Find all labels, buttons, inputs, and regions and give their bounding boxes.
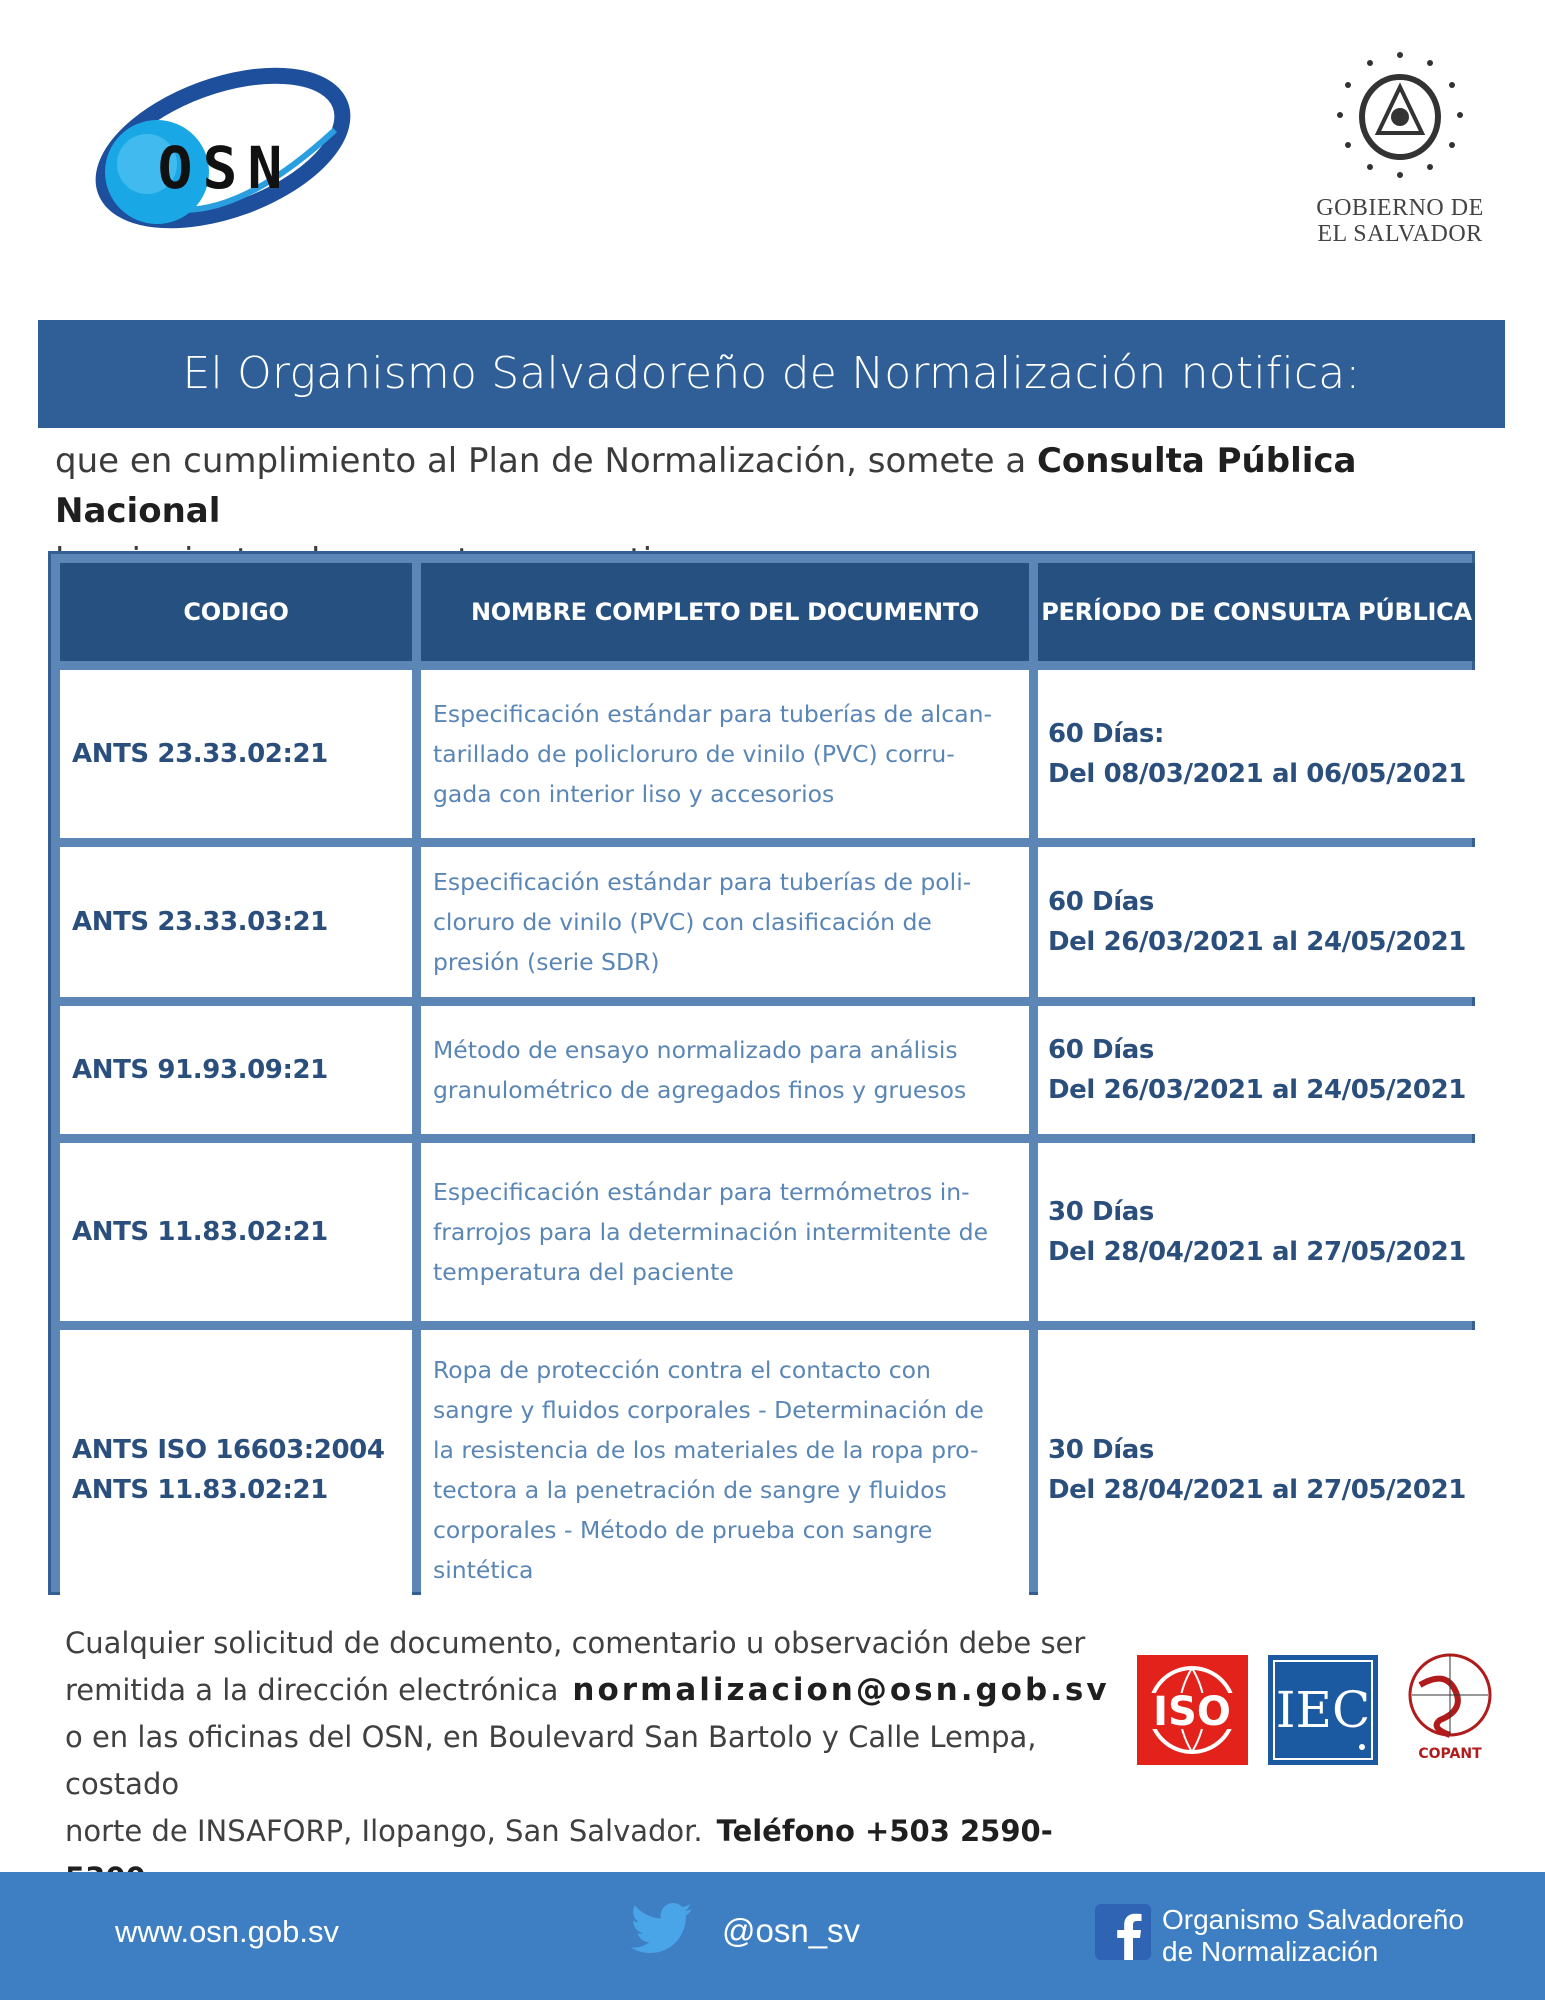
government-of-el-salvador-logo [1300,45,1500,265]
intro-part1: que en cumplimiento al Plan de Normalización, somete a [55,441,1037,481]
table-row [60,670,1475,838]
cell-code [60,670,412,838]
period-line: Del 26/03/2021 al 24/05/2021 [1048,927,1466,957]
name-line: corporales - Método de prueba con sangre [433,1516,933,1544]
name-line: Especificación estándar para termómetros in- [433,1178,970,1206]
table-row [60,1330,1475,1610]
footer [0,1872,1545,2000]
cell-period [1038,1006,1475,1134]
period-line: 60 Días [1048,887,1154,917]
name-line: granulométrico de agregados finos y gruesos [433,1076,967,1104]
cell-code [60,1006,412,1134]
facebook-page-name[interactable] [1162,1904,1464,1968]
table-header-row [60,563,1475,661]
coat-of-arms-icon [1325,45,1475,195]
period-line: Del 26/03/2021 al 24/05/2021 [1048,1075,1466,1105]
code-line: ANTS 11.83.02:21 [72,1475,328,1505]
name-line: tarillado de policloruro de vinilo (PVC) corru- [433,740,955,768]
period-line: 60 Días: [1048,719,1164,749]
name-line: temperatura del paciente [433,1258,734,1286]
code-line: ANTS 23.33.03:21 [72,907,328,937]
name-line: gada con interior liso y accesorios [433,780,835,808]
page-title: El Organismo Salvadoreño de Normalización notifica: [38,320,1505,428]
name-line: Método de ensayo normalizado para análisis [433,1036,958,1064]
osn-logo-text: OSN [157,134,293,202]
website-link[interactable]: www.osn.gob.sv [115,1914,339,1949]
email-link[interactable]: normalizacion@osn.gob.sv [572,1672,1110,1708]
name-line: cloruro de vinilo (PVC) con clasificación de [433,908,932,936]
name-line: la resistencia de los materiales de la ropa pro- [433,1436,979,1464]
iso-logo-text: ISO [1153,1689,1231,1735]
code-line: ANTS ISO 16603:2004 [72,1435,385,1465]
code-line: ANTS 11.83.02:21 [72,1217,328,1247]
cell-name [421,1330,1029,1610]
period-line: Del 28/04/2021 al 27/05/2021 [1048,1475,1466,1505]
name-line: sintética [433,1556,534,1584]
twitter-icon[interactable] [630,1902,694,1958]
contact-line3: o en las oficinas del OSN, en Boulevard San Bartolo y Calle Lempa, costado [65,1720,1037,1801]
code-line: ANTS 23.33.02:21 [72,739,328,769]
cell-period [1038,670,1475,838]
cell-code [60,1330,412,1610]
copant-logo [1400,1650,1500,1765]
name-line: presión (serie SDR) [433,948,660,976]
name-line: tectora a la penetración de sangre y fluidos [433,1476,947,1504]
cell-code [60,847,412,997]
cell-period [1038,1330,1475,1610]
header-name: NOMBRE COMPLETO DEL DOCUMENTO [421,563,1029,661]
contact-line4: norte de INSAFORP, Ilopango, San Salvador. [65,1814,703,1848]
name-line: Especificación estándar para tuberías de poli- [433,868,972,896]
contact-line1: Cualquier solicitud de documento, comentario u observación debe ser [65,1626,1086,1660]
cell-period [1038,1143,1475,1321]
copant-logo-text: COPANT [1418,1746,1482,1762]
documents-table [48,551,1475,1595]
iec-logo [1268,1655,1378,1765]
header-code: CODIGO [60,563,412,661]
name-line: frarrojos para la determinación intermitente de [433,1218,989,1246]
table-row [60,847,1475,997]
period-line: 60 Días [1048,1035,1154,1065]
facebook-line2: de Normalización [1162,1936,1379,1967]
cell-period [1038,847,1475,997]
twitter-handle[interactable]: @osn_sv [722,1912,861,1949]
header-period: PERÍODO DE CONSULTA PÚBLICA [1038,563,1475,661]
iec-logo-text: IEC [1275,1681,1371,1739]
phone-number: Teléfono +503 2590- [716,1814,1053,1848]
cell-name [421,1143,1029,1321]
name-line: Especificación estándar para tuberías de alcan- [433,700,992,728]
contact-line2: remitida a la dirección electrónica [65,1673,559,1707]
name-line: Ropa de protección contra el contacto con [433,1356,931,1384]
table-row [60,1006,1475,1134]
cell-name [421,847,1029,997]
period-line: 30 Días [1048,1197,1154,1227]
gov-line1: GOBIERNO DE [1316,195,1484,221]
name-line: sangre y fluidos corporales - Determinación de [433,1396,984,1424]
period-line: Del 08/03/2021 al 06/05/2021 [1048,759,1466,789]
code-line: ANTS 91.93.09:21 [72,1055,328,1085]
osn-logo [85,60,355,245]
gov-line2: EL SALVADOR [1317,221,1483,247]
iso-logo [1137,1655,1248,1765]
cell-code [60,1143,412,1321]
facebook-line1: Organismo Salvadoreño [1162,1904,1464,1935]
intro-bold: Consulta Pública Nacional [55,441,1357,531]
contact-info [65,1620,1125,1902]
facebook-icon[interactable] [1095,1904,1151,1960]
cell-name [421,1006,1029,1134]
table-row [60,1143,1475,1321]
cell-name [421,670,1029,838]
period-line: Del 28/04/2021 al 27/05/2021 [1048,1237,1466,1267]
period-line: 30 Días [1048,1435,1154,1465]
